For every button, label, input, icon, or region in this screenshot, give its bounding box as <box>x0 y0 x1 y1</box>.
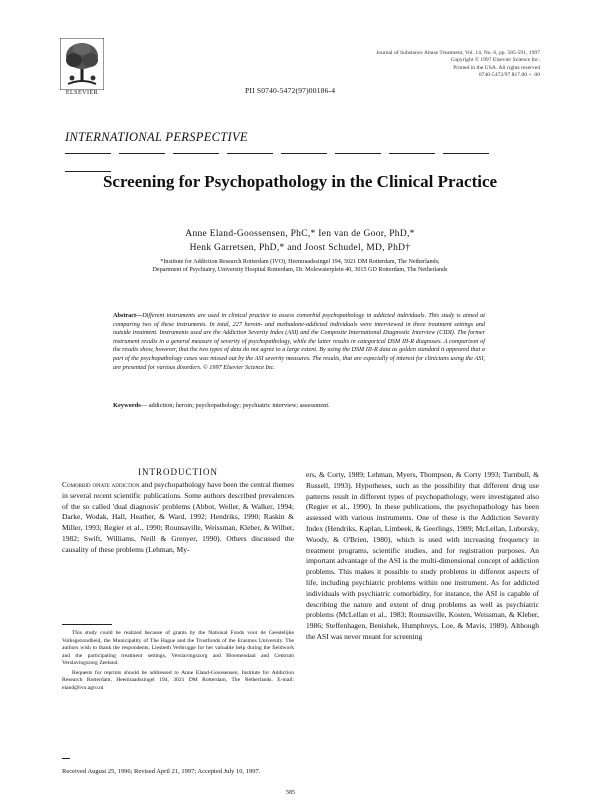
elsevier-tree-logo-icon <box>60 38 104 90</box>
footnotes <box>62 630 294 694</box>
lead-in: Comorbid opiate addiction <box>62 480 140 489</box>
affiliation-line: *Institute for Addiction Research Rotterdam (IVO), Heemraadssingel 194, 3021 DM Rotterdam, The Netherlands; <box>160 259 440 265</box>
received-dates: Received August 25, 1996; Revised April 21, 1997; Accepted July 10, 1997. <box>62 768 261 775</box>
affiliations <box>40 258 560 275</box>
footnote-divider <box>62 624 112 625</box>
body-column-left <box>62 480 294 556</box>
keywords-label: Keywords <box>113 402 141 409</box>
section-divider <box>65 153 542 155</box>
journal-line: Journal of Substance Abuse Treatment, Vol. 14, No. 6, pp. 585-591, 1997 <box>376 50 540 56</box>
author-line: Anne Eland-Goossensen, PhC,* Ien van de Goor, PhD,* <box>185 229 415 239</box>
publisher-name: ELSEVIER <box>65 90 99 96</box>
abstract-text: Different instruments are used in clinical practice to assess comorbid psychopathology in addicted individuals. This study is aimed at comparing two of these instruments. In total, 227 heroin- and methadone-addicted individuals were interviewed in three treatment settings and outside treatment. Instruments used are the Addiction Severity Index (ASI) and the Composite International Diagnostic Interview (CIDI). The former instrument results in a general measure of severity of psychopathology, while the latter results in categorical DSM III-R diagnoses. A comparison of the results show, however, that the two types of data do not agree to a large extent. By using the DSM III-R data as golden standard it appeared that a part of the psychopathology cases was missed out by the ASI severity measures. The results, that are especially of interest for clinicians using the ASI, are presented for various disorders. © 1997 Elsevier Science Inc. <box>113 312 485 371</box>
affiliation-line: Department of Psychiatry, University Hospital Rotterdam, Dr. Molewaterplein 40, 3015 GD Rotterdam, The Netherlands <box>152 267 448 274</box>
section-label: INTERNATIONAL PERSPECTIVE <box>65 130 248 144</box>
paragraph-text: ers, & Corty, 1989; Lehman, Myers, Thompson, & Corty 1993; Turnbull, & Russell, 1993). Hypotheses, such as the possibility that different drug use patterns result in different types of psychopathology, were investigated also (Regier et al., 1990). In these publications, the psychopathology has been assessed with various instruments. One of these is the Addiction Severity Index (Hendriks, Kaplan, Limbeek, & Geerlings, 1989; McLellan, Luborsky, Woody, & O'Brien, 1980), which is used with increasing frequency in treatment programs, scientific studies, and for registration purposes. An important advantage of the ASI is the multi-dimensional concept of addiction problems. This makes it possible to study problems in different aspects of life, including psychiatric problems within one instrument. As for addicted individuals with psychiatric comorbidity, for instance, the ASI is capable of describing the nature and extent of drug problems as well as psychiatric problems (McLellan et al., 1983; Rounsaville, Kosten, Weissman, & Kleber, 1986; Steffenhagen, Benishek, Humphreys, Loe, & Mavis, 1989). Although the ASI was never meant for screening <box>306 470 539 641</box>
journal-line: Printed in the USA. All rights reserved <box>453 64 540 71</box>
keywords <box>113 402 513 409</box>
footnote: This study could be realized because of grants by the National Fonds voor de Geestelijke Volksgezondheid, the Municipality of The Hague and the Trustfonds of the Erasmus University. The authors wish to thank the respondents, Liesbeth Verbrugge for her valuable help during the fieldwork and the participating treatment settings, Verslavingszorg and Bloemendaal and Centrum Verslavingszorg Zeeland. <box>62 630 294 666</box>
journal-info <box>340 50 540 80</box>
pii-identifier: PII S0740-5472(97)00186-4 <box>245 86 336 95</box>
journal-line: Copyright © 1997 Elsevier Science Inc. <box>450 57 540 64</box>
abstract-label: Abstract— <box>113 312 143 319</box>
section-heading: INTRODUCTION <box>138 467 218 477</box>
author-list <box>0 227 600 255</box>
article-title: Screening for Psychopathology in the Clinical Practice <box>102 172 498 191</box>
abstract <box>113 312 485 372</box>
footnote: Requests for reprints should be addressed to Anne Eland-Goossensen, Institute for Addiction Research Rotterdam, Heemraadssingel 194, 3021 DM Rotterdam, The Netherlands. E-mail: eland@ivo.agro.nl <box>62 669 294 691</box>
received-divider <box>62 758 70 759</box>
body-column-right <box>306 470 539 643</box>
journal-line: 0740-5472/97 $17.00 + .00 <box>478 72 540 79</box>
paragraph-text: and psychopathology have been the central themes in several recent scientific publications. Some authors described prevalences of the so called 'dual diagnosis' problems (Abbot, Weller, & Walker, 1994; Darke, Wodak, Hall, Heather, & Ward, 1992; Hendriks, 1990; Raskin & Miller, 1993; Regier et al., 1990; Rounsaville, Weissman, Kleber, & Wilber, 1982; Swift, Williams, Neill & Grenyer, 1990). Others discussed the causality of these problems (Lehman, My- <box>62 480 294 554</box>
page-number: 585 <box>286 790 295 796</box>
keywords-text: — addiction; heroin; psychopathology; psychiatric interview; assessment. <box>140 402 330 409</box>
author-line: Henk Garretsen, PhD,* and Joost Schudel, MD, PhD† <box>189 243 411 253</box>
